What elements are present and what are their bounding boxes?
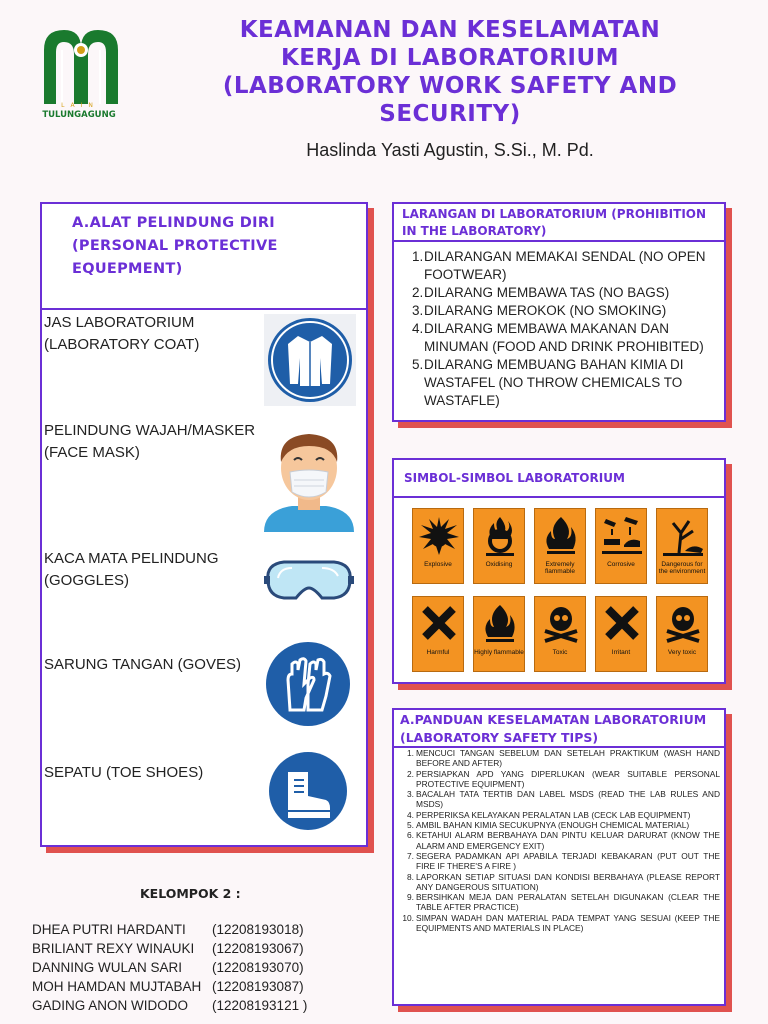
logo-lain-text: LAIN bbox=[61, 102, 99, 109]
ppe-item-gloves bbox=[44, 654, 241, 676]
lab-coat-icon bbox=[264, 314, 356, 406]
skull-icon bbox=[539, 601, 583, 645]
prohibition-heading: LARANGAN DI LABORATORIUM (PROHIBITION IN THE LABORATORY) bbox=[394, 204, 724, 242]
flame-icon bbox=[539, 513, 583, 557]
title-line: (LABORATORY WORK SAFETY AND bbox=[222, 73, 678, 99]
safety-tips-card bbox=[392, 708, 726, 1006]
ppe-item-label: PELINDUNG WAJAH/MASKER bbox=[44, 422, 256, 439]
safety-tips-heading: A.PANDUAN KESELAMATAN LABORATORIUM (LABORATORY SAFETY TIPS) bbox=[394, 710, 724, 748]
ppe-item-shoes bbox=[44, 762, 203, 784]
cross-icon bbox=[417, 601, 461, 645]
list-item: 1. DILARANGAN MEMAKAI SENDAL (NO OPEN FOOTWEAR) bbox=[412, 249, 706, 282]
list-item: 2. PERSIAPKAN APD YANG DIPERLUKAN (WEAR SUITABLE PERSONAL PROTECTIVE EQUIPMENT) bbox=[407, 768, 720, 789]
member-row: BRILIANT REXY WINAUKI (12208193067) bbox=[32, 941, 304, 956]
list-item: 4. DILARANG MEMBAWA MAKANAN DAN MINUMAN (FOOD AND DRINK PROHIBITED) bbox=[412, 321, 704, 354]
group-heading: KELOMPOK 2 : bbox=[140, 886, 241, 901]
logo-name-text: TULUNGAGUNG bbox=[42, 110, 116, 120]
environment-icon bbox=[661, 513, 705, 557]
title-line: SECURITY) bbox=[379, 101, 521, 127]
ppe-item-sublabel: (GOGGLES) bbox=[44, 572, 130, 589]
list-item: 3. BACALAH TATA TERTIB DAN LABEL MSDS (READ THE LAB RULES AND MSDS) bbox=[407, 789, 720, 810]
ppe-item-label: SEPATU (TOE SHOES) bbox=[44, 764, 204, 781]
list-item: 7. SEGERA PADAMKAN API APABILA TERJADI KEBAKARAN (PUT OUT THE FIRE IF THERE'S A FIRE ) bbox=[407, 850, 720, 872]
hazard-tile-harmful: Harmful bbox=[412, 596, 464, 672]
ppe-item-face-mask bbox=[44, 420, 255, 464]
title-line: KEAMANAN DAN KESELAMATAN bbox=[239, 17, 661, 43]
group-members bbox=[32, 920, 307, 1015]
symbols-heading: SIMBOL-SIMBOL LABORATORIUM bbox=[394, 460, 724, 498]
member-row: MOH HAMDAN MUJTABAH (12208193087) bbox=[32, 979, 304, 994]
list-item: 5. DILARANG MEMBUANG BAHAN KIMIA DI WASTAFEL (NO THROW CHEMICALS TO WASTAFLE) bbox=[412, 357, 684, 408]
ppe-card bbox=[40, 202, 368, 847]
hazard-tile-explosive: Explosive bbox=[412, 508, 464, 584]
symbols-card bbox=[392, 458, 726, 684]
flame-icon bbox=[478, 601, 522, 645]
member-row: DANNING WULAN SARI (12208193070) bbox=[32, 960, 304, 975]
hazard-tile-toxic: Toxic bbox=[534, 596, 586, 672]
hazard-tile-extremely-flammable: Extremely flammable bbox=[534, 508, 586, 584]
list-item: 4. PERPERIKSA KELAYAKAN PERALATAN LAB (CECK LAB EQUIPMENT) bbox=[407, 809, 691, 820]
list-item: 3. DILARANG MEROKOK (NO SMOKING) bbox=[412, 303, 667, 318]
gloves-icon bbox=[264, 640, 352, 728]
poster-title bbox=[180, 16, 720, 128]
ppe-header bbox=[42, 204, 366, 310]
list-item: 8. LAPORKAN SETIAP SITUASI DAN KONDISI BERBAHAYA (PLEASE REPORT ANY DANGEROUS SITUATION) bbox=[407, 871, 720, 892]
list-item: 2. DILARANG MEMBAWA TAS (NO BAGS) bbox=[412, 285, 670, 300]
safety-tips-list bbox=[394, 748, 724, 933]
list-item: 5. AMBIL BAHAN KIMIA SECUKUPNYA (ENOUGH CHEMICAL MATERIAL) bbox=[407, 820, 690, 831]
list-item: 6. KETAHUI ALARM BERBAHAYA DAN PINTU KELUAR DARURAT (KNOW THE ALARM AND EMERGENCY EXIT) bbox=[407, 830, 720, 851]
ppe-item-label: JAS LABORATORIUM bbox=[44, 314, 195, 331]
title-line: KERJA DI LABORATORIUM bbox=[280, 45, 620, 71]
author: Haslinda Yasti Agustin, S.Si., M. Pd. bbox=[306, 140, 594, 160]
ppe-item-lab-coat bbox=[44, 312, 199, 356]
list-item: 9. BERSIHKAN MEJA DAN PERALATAN SETELAH DIGUNAKAN (CLEAR THE TABLE AFTER PRACTICE) bbox=[407, 892, 720, 913]
boot-icon bbox=[264, 750, 352, 832]
corrosive-icon bbox=[600, 513, 644, 557]
hazard-tile-highly-flammable: Highly flammable bbox=[473, 596, 525, 672]
ppe-item-goggles bbox=[44, 548, 219, 592]
list-item: 10. SIMPAN WADAH DAN MATERIAL PADA TEMPAT YANG SESUAI (KEEP THE EQUIPMENTS AND MATERIALS IN PLACE) bbox=[402, 912, 720, 934]
member-row: GADING ANON WIDODO (12208193121 ) bbox=[32, 998, 308, 1013]
hazard-tile-environment: Dangerous for the environment bbox=[656, 508, 708, 584]
ppe-item-label: KACA MATA PELINDUNG bbox=[44, 550, 219, 567]
ppe-item-sublabel: (FACE MASK) bbox=[44, 444, 140, 461]
hazard-tile-very-toxic: Very toxic bbox=[656, 596, 708, 672]
hazard-tile-corrosive: Corrosive bbox=[595, 508, 647, 584]
face-mask-icon bbox=[264, 422, 354, 532]
skull-icon bbox=[661, 601, 705, 645]
ppe-item-sublabel: (LABORATORY COAT) bbox=[44, 336, 200, 353]
ppe-item-label: SARUNG TANGAN (GOVES) bbox=[44, 656, 241, 673]
hazard-tile-irritant: Irritant bbox=[595, 596, 647, 672]
cross-icon bbox=[600, 601, 644, 645]
prohibition-card bbox=[392, 202, 726, 422]
goggles-icon bbox=[264, 554, 354, 608]
hazard-tile-oxidising: Oxidising bbox=[473, 508, 525, 584]
ppe-heading: A.ALAT PELINDUNG DIRI (PERSONAL PROTECTIVE EQUEPMENT) bbox=[72, 215, 278, 277]
explosive-icon bbox=[417, 513, 461, 557]
oxidising-icon bbox=[478, 513, 522, 557]
prohibition-list bbox=[394, 242, 724, 410]
member-row: DHEA PUTRI HARDANTI (12208193018) bbox=[32, 922, 304, 937]
list-item: 1. MENCUCI TANGAN SEBELUM DAN SETELAH PRAKTIKUM (WASH HAND BEFORE AND AFTER) bbox=[407, 748, 720, 769]
